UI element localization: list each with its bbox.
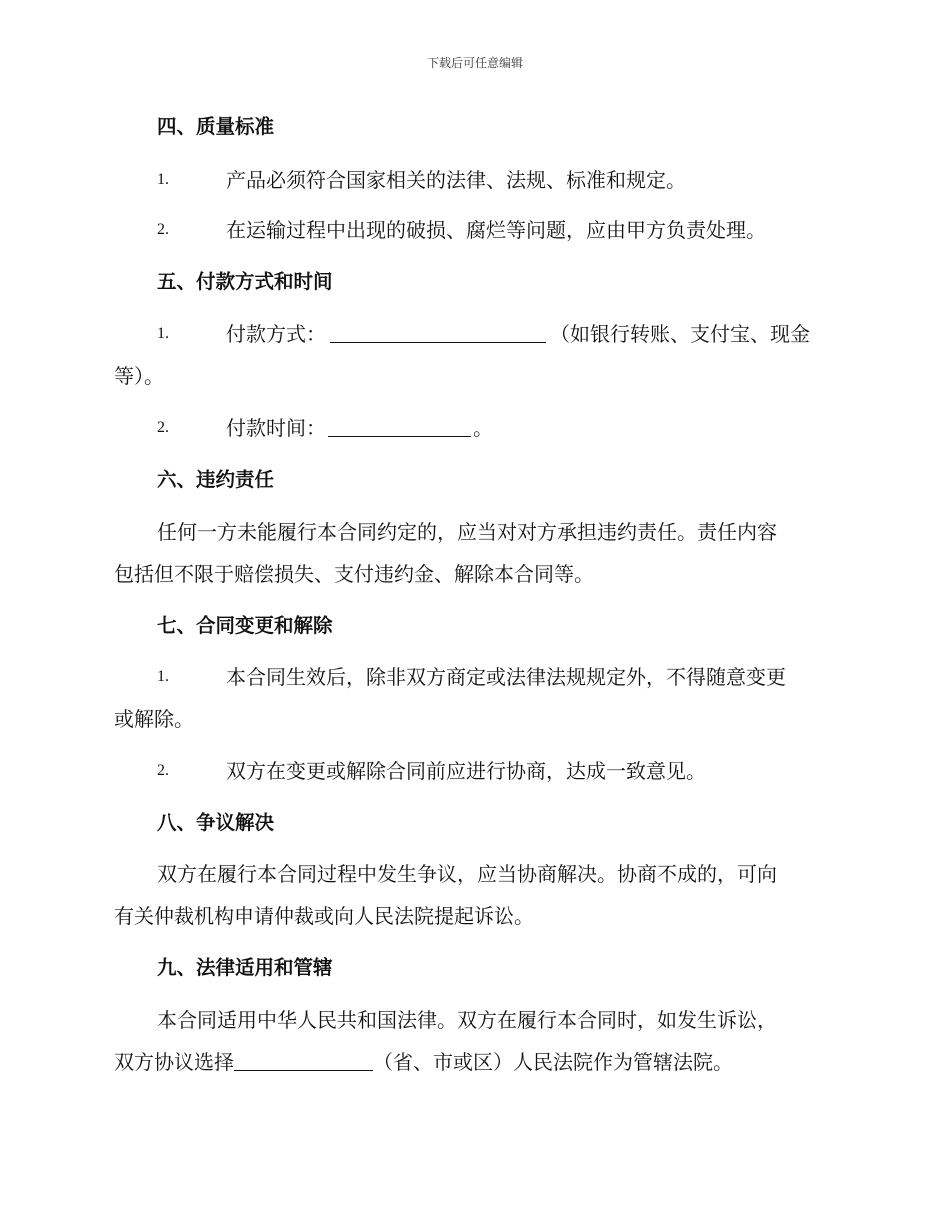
list-item: 产品必须符合国家相关的法律、法规、标准和规定。 [226,168,686,192]
page-header: 下载后可任意编辑 [426,56,523,70]
jurisdiction-suffix: （省、市或区）人民法院作为管辖法院。 [373,1050,733,1074]
list-item: 在运输过程中出现的破损、腐烂等问题，应由甲方负责处理。 [226,218,766,242]
section-heading-quality: 四、质量标准 [157,115,275,138]
list-number: 2. [157,419,169,436]
jurisdiction-prefix: 双方协议选择 [114,1050,234,1074]
payment-time-label: 付款时间： [226,416,326,440]
paragraph: 本合同适用中华人民共和国法律。双方在履行本合同时，如发生诉讼， [157,1008,777,1032]
list-number: 1. [157,668,169,685]
paragraph: 任何一方未能履行本合同约定的，应当对对方承担违约责任。责任内容 [157,520,777,544]
paragraph-continuation: 有关仲裁机构申请仲裁或向人民法院提起诉讼。 [114,904,534,928]
section-heading-payment: 五、付款方式和时间 [157,270,333,293]
section-heading-breach: 六、违约责任 [157,468,275,491]
payment-time-line [226,407,836,449]
list-number: 1. [157,325,169,342]
list-number: 2. [157,762,169,779]
paragraph-continuation: 等）。 [114,364,164,388]
list-item: 双方在变更或解除合同前应进行协商，达成一致意见。 [226,759,706,783]
payment-time-blank[interactable] [328,410,471,437]
list-number: 1. [157,171,169,188]
paragraph: 双方在履行本合同过程中发生争议，应当协商解决。协商不成的，可向 [157,862,777,886]
section-heading-dispute: 八、争议解决 [157,811,275,834]
payment-method-blank[interactable] [330,316,546,343]
list-item: 本合同生效后，除非双方商定或法律法规规定外，不得随意变更 [226,665,786,689]
jurisdiction-line [114,1041,834,1083]
section-heading-amendment: 七、合同变更和解除 [157,614,333,637]
list-number: 2. [157,221,169,238]
section-heading-jurisdiction: 九、法律适用和管辖 [157,956,333,979]
court-location-blank[interactable] [234,1044,373,1071]
period: 。 [473,416,493,440]
paragraph-continuation: 或解除。 [114,707,194,731]
paragraph-continuation: 包括但不限于赔偿损失、支付违约金、解除本合同等。 [114,562,594,586]
payment-method-examples: （如银行转账、支付宝、现金 [550,322,810,346]
payment-method-label: 付款方式： [226,322,326,346]
payment-method-line [226,313,836,355]
